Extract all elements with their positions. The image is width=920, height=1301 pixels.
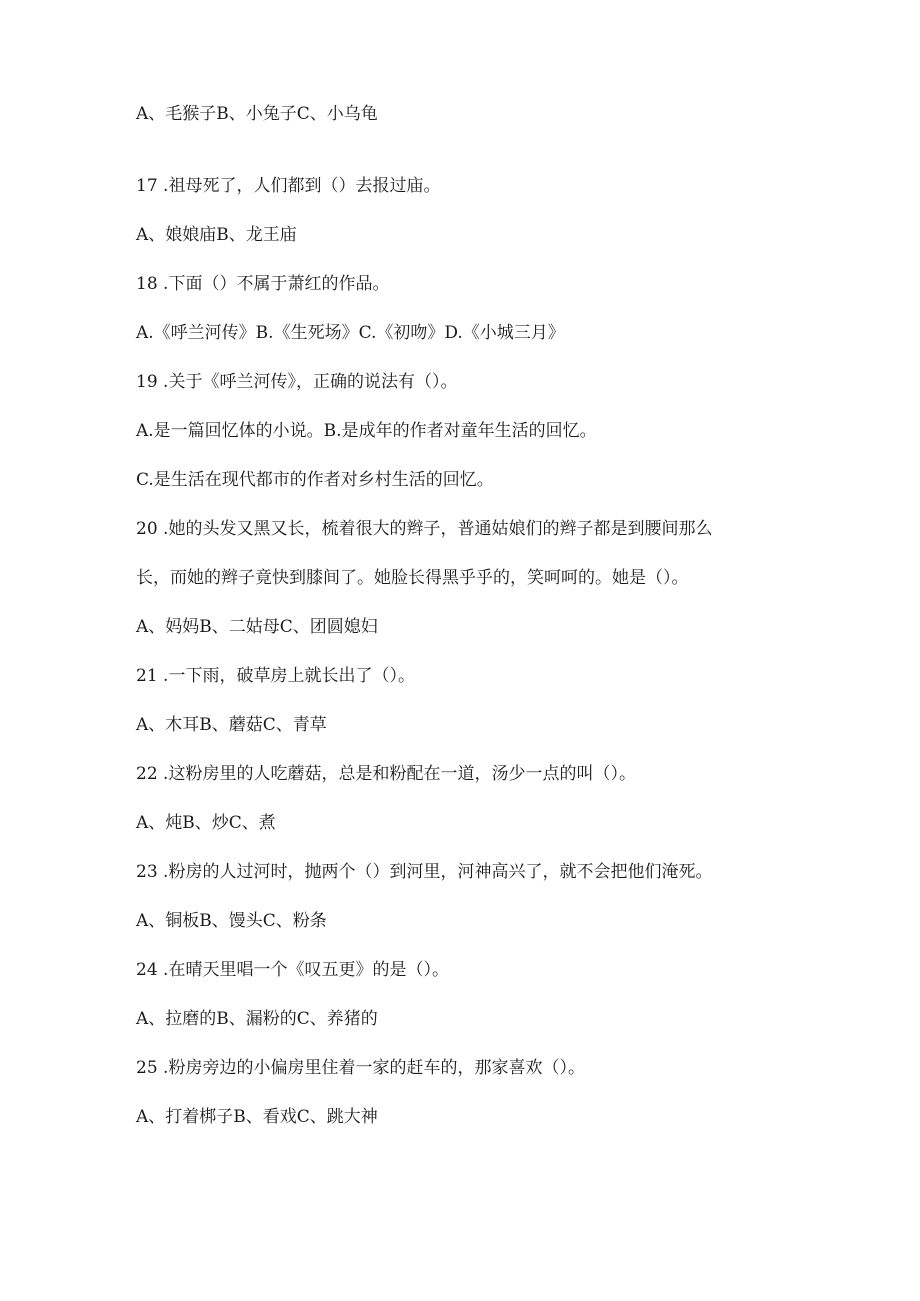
answer-options-22: A、炖B、炒C、煮: [136, 813, 276, 833]
question-17: 17 .祖母死了，人们都到（）去报过庙。: [136, 176, 441, 196]
answer-options-21: A、木耳B、蘑菇C、青草: [136, 715, 327, 735]
answer-options-24: A、拉磨的B、漏粉的C、养猪的: [136, 1009, 378, 1029]
answer-options-17: A、娘娘庙B、龙王庙: [136, 225, 297, 245]
answer-options-20: A、妈妈B、二姑母C、团圆媳妇: [136, 617, 378, 637]
answer-options-25: A、打着梆子B、看戏C、跳大神: [136, 1107, 378, 1127]
answer-options-16: A、毛猴子B、小兔子C、小乌龟: [136, 104, 378, 124]
question-21: 21 .一下雨，破草房上就长出了（）。: [136, 666, 415, 686]
answer-options-23: A、铜板B、馒头C、粉条: [136, 911, 327, 931]
question-18: 18 .下面（）不属于萧红的作品。: [136, 274, 390, 294]
answer-options-19-a-b: A.是一篇回忆体的小说。B.是成年的作者对童年生活的回忆。: [136, 421, 597, 441]
answer-options-19-c: C.是生活在现代都市的作者对乡村生活的回忆。: [136, 470, 494, 490]
question-23: 23 .粉房的人过河时，抛两个（）到河里，河神高兴了，就不会把他们淹死。: [136, 862, 713, 882]
answer-options-18: A.《呼兰河传》B.《生死场》C.《初吻》D.《小城三月》: [136, 323, 565, 343]
question-19: 19 .关于《呼兰河传》，正确的说法有（）。: [136, 372, 458, 392]
question-22: 22 .这粉房里的人吃蘑菇，总是和粉配在一道，汤少一点的叫（）。: [136, 764, 636, 784]
question-25: 25 .粉房旁边的小偏房里住着一家的赶车的，那家喜欢（）。: [136, 1058, 585, 1078]
question-24: 24 .在晴天里唱一个《叹五更》的是（）。: [136, 960, 449, 980]
question-20-line-2: 长，而她的辫子竟快到膝间了。她脸长得黑乎乎的，笑呵呵的。她是（）。: [136, 568, 689, 588]
question-20-line-1: 20 .她的头发又黑又长，梳着很大的辫子，普通姑娘们的辫子都是到腰间那么: [136, 519, 713, 539]
